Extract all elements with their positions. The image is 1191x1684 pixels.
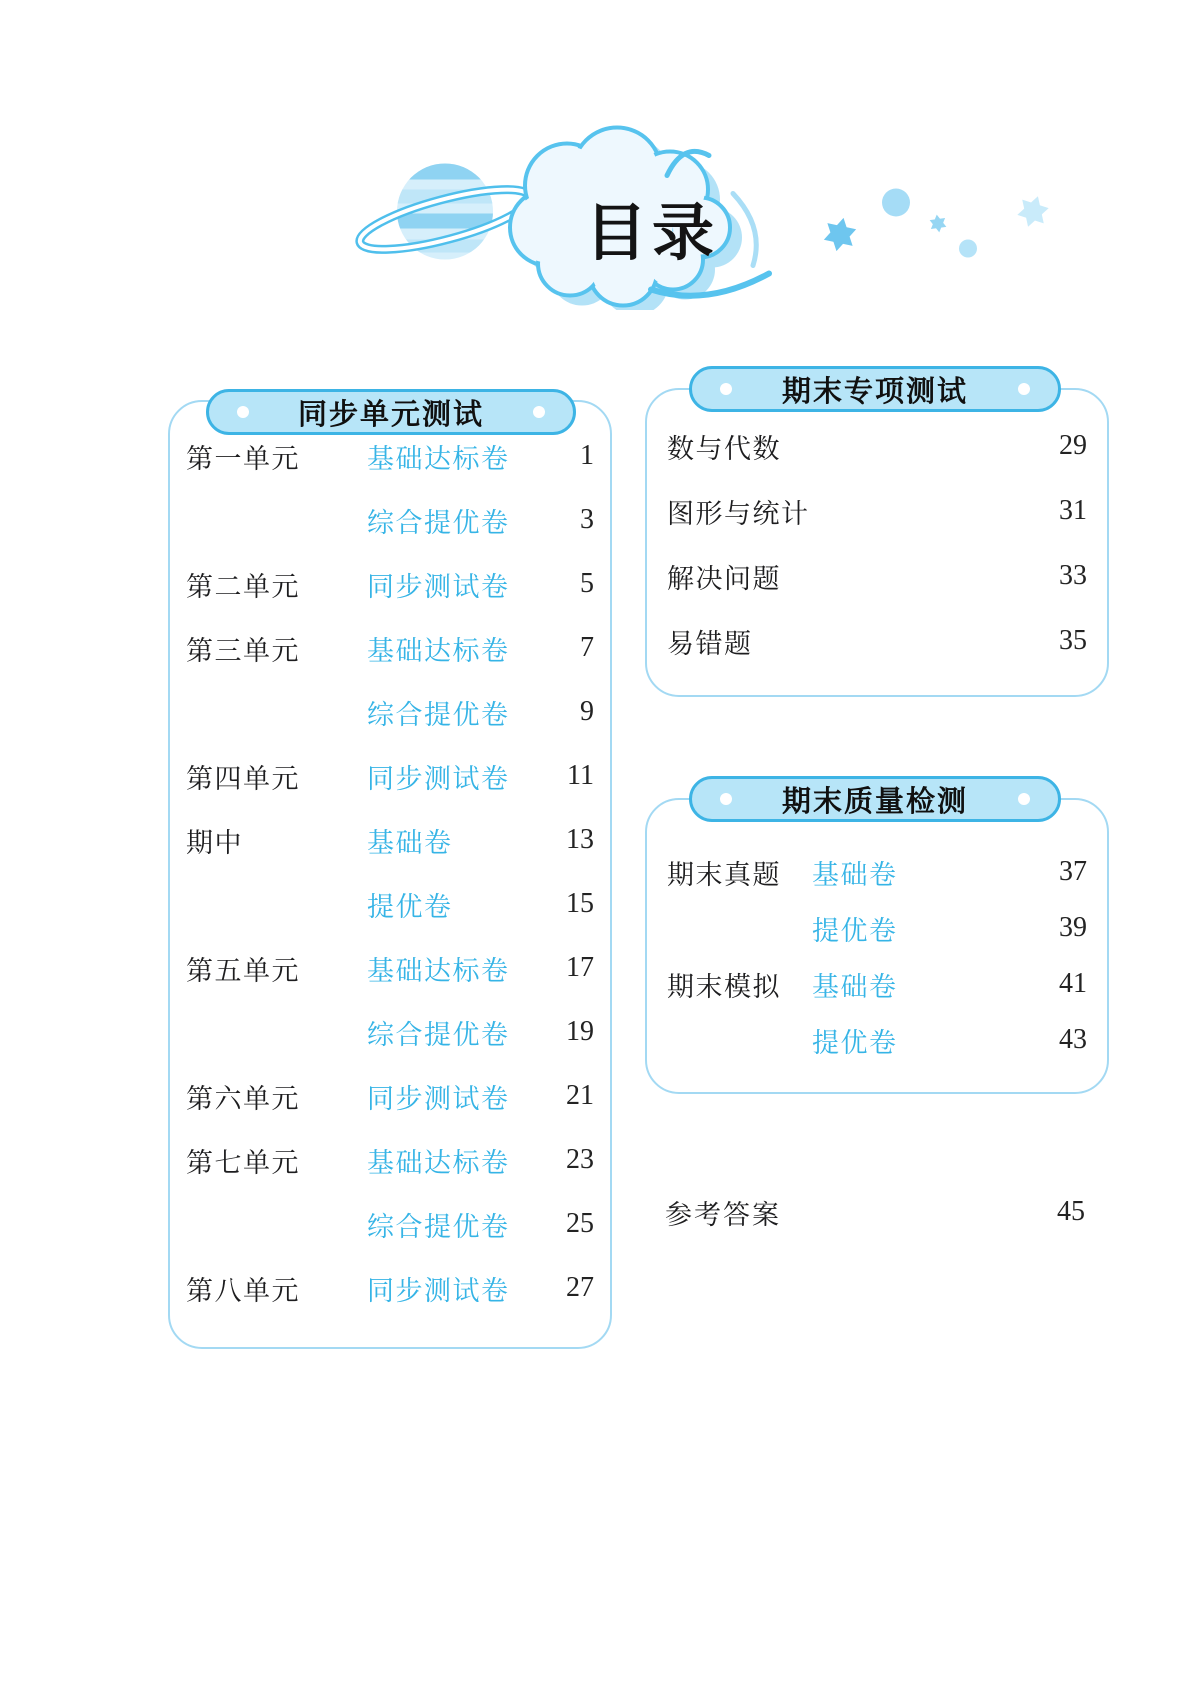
page-number: 23	[566, 1144, 594, 1175]
paper-title: 综合提优卷	[367, 507, 510, 539]
unit-tests-panel	[168, 396, 612, 1349]
unit-label: 第六单元	[186, 1083, 300, 1115]
paper-title: 综合提优卷	[367, 1019, 510, 1051]
toc-row	[647, 908, 1107, 948]
unit-label: 第七单元	[186, 1147, 300, 1179]
star-icon	[822, 215, 858, 254]
paper-title: 基础卷	[812, 859, 898, 891]
paper-title: 同步测试卷	[367, 1275, 510, 1307]
toc-row	[170, 628, 610, 668]
toc-row	[647, 964, 1107, 1004]
small-star-icon	[929, 214, 947, 234]
page-number: 5	[580, 568, 594, 599]
toc-row	[170, 1140, 610, 1180]
final-special-tests-panel	[645, 373, 1109, 697]
page-number: 7	[580, 632, 594, 663]
paper-title: 同步测试卷	[367, 1083, 510, 1115]
toc-row	[170, 692, 610, 732]
page-number: 33	[1059, 560, 1087, 591]
page-number: 27	[566, 1272, 594, 1303]
page-number: 21	[566, 1080, 594, 1111]
paper-title: 基础达标卷	[367, 635, 510, 667]
toc-row	[647, 491, 1107, 531]
paper-title: 基础达标卷	[367, 955, 510, 987]
toc-row	[647, 621, 1107, 661]
topic-title: 数与代数	[667, 433, 781, 465]
final-special-rows	[647, 390, 1107, 686]
unit-label: 第三单元	[186, 635, 300, 667]
small-dot-decoration	[959, 240, 977, 258]
paper-title: 基础卷	[367, 827, 453, 859]
toc-row	[647, 556, 1107, 596]
toc-row	[170, 564, 610, 604]
toc-row	[170, 436, 610, 476]
unit-tests-panel-title: 同步单元测试	[297, 396, 484, 431]
final-quality-title: 期末质量检测	[781, 783, 968, 818]
dot-decoration	[882, 189, 910, 217]
answers-label: 参考答案	[665, 1199, 781, 1231]
topic-title: 图形与统计	[667, 498, 810, 530]
page-number: 45	[1057, 1196, 1085, 1227]
toc-row	[647, 1020, 1107, 1060]
page-number: 19	[566, 1016, 594, 1047]
toc-row	[170, 500, 610, 540]
page-number: 29	[1059, 430, 1087, 461]
toc-row	[170, 1012, 610, 1052]
page-number: 15	[566, 888, 594, 919]
paper-title: 同步测试卷	[367, 571, 510, 603]
paper-title: 综合提优卷	[367, 1211, 510, 1243]
page-number: 13	[566, 824, 594, 855]
page-number: 25	[566, 1208, 594, 1239]
page-number: 37	[1059, 856, 1087, 887]
unit-label: 第四单元	[186, 763, 300, 795]
answers-entry	[645, 1190, 1105, 1234]
unit-label: 期中	[186, 827, 243, 859]
final-quality-rows	[647, 800, 1107, 1076]
toc-row	[170, 756, 610, 796]
final-special-tests-title: 期末专项测试	[781, 373, 968, 408]
exam-type-label: 期末模拟	[667, 971, 781, 1003]
page-number: 3	[580, 504, 594, 535]
paper-title: 基础达标卷	[367, 1147, 510, 1179]
toc-row	[170, 1268, 610, 1308]
paper-title: 基础卷	[812, 971, 898, 1003]
toc-row	[647, 852, 1107, 892]
final-quality-panel	[645, 783, 1109, 1094]
toc-row	[170, 820, 610, 860]
page-number: 17	[566, 952, 594, 983]
page-title: 目录	[584, 195, 719, 269]
page-number: 43	[1059, 1024, 1087, 1055]
paper-title: 综合提优卷	[367, 699, 510, 731]
unit-label: 第五单元	[186, 955, 300, 987]
topic-title: 易错题	[667, 628, 753, 660]
page-number: 1	[580, 440, 594, 471]
paper-title: 同步测试卷	[367, 763, 510, 795]
unit-tests-rows	[170, 402, 610, 1332]
page-number: 39	[1059, 912, 1087, 943]
toc-row	[170, 948, 610, 988]
unit-label: 第一单元	[186, 443, 300, 475]
topic-title: 解决问题	[667, 563, 781, 595]
unit-label: 第二单元	[186, 571, 300, 603]
page-number: 9	[580, 696, 594, 727]
page-number: 31	[1059, 495, 1087, 526]
page-number: 41	[1059, 968, 1087, 999]
page-number: 11	[567, 760, 594, 791]
light-star-icon	[1015, 192, 1051, 231]
paper-title: 基础达标卷	[367, 443, 510, 475]
toc-row	[170, 1204, 610, 1244]
toc-row	[647, 426, 1107, 466]
unit-label: 第八单元	[186, 1275, 300, 1307]
planet-icon	[355, 164, 535, 262]
page-number: 35	[1059, 625, 1087, 656]
toc-row	[170, 884, 610, 924]
exam-type-label: 期末真题	[667, 859, 781, 891]
paper-title: 提优卷	[367, 891, 453, 923]
toc-row	[170, 1076, 610, 1116]
paper-title: 提优卷	[812, 915, 898, 947]
paper-title: 提优卷	[812, 1027, 898, 1059]
